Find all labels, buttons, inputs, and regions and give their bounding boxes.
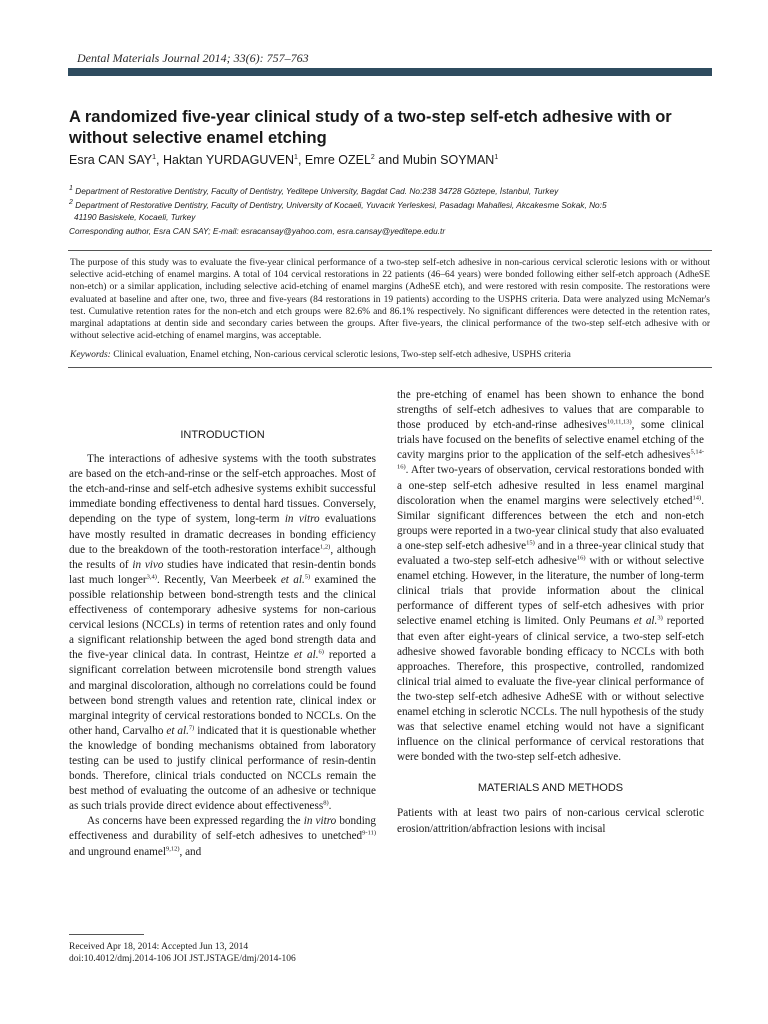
header-bar — [68, 68, 712, 76]
article-title: A randomized five-year clinical study of a two-step self-etch adhesive with or without selective enamel etching — [69, 108, 672, 147]
citation-ref: 14) — [692, 493, 702, 501]
italic-run: in vitro — [284, 513, 320, 526]
text-run: . Similar significant differences between the etch and non-etch groups were reported in a two-year clinical study that also evaluated a one-step self-etch adhesive — [397, 494, 704, 552]
citation-ref: 6) — [318, 648, 324, 656]
citation-ref: 1,2) — [320, 542, 331, 550]
italic-run: et al. — [280, 573, 305, 586]
keywords-text: Clinical evaluation, Enamel etching, Non-carious cervical sclerotic lesions, Two-step self-etch adhesive, USPHS criteria — [113, 350, 571, 360]
intro-paragraph-3 — [397, 388, 704, 765]
text-run: Patients with at least two pairs of non-carious cervical sclerotic erosion/attrition/abfraction lesions with incisal — [397, 807, 704, 835]
left-column — [69, 388, 376, 860]
text-run: As concerns have been expressed regarding the — [87, 815, 304, 828]
text-run: The interactions of adhesive systems with the tooth substrates are based on the etch-and-rinse or the self-etch approaches. Most of the etch-and-rinse and self-etch adhesive systems exhibit successful immediate bonding effectiveness to dental hard tissues. Conversely, depending on the type of system, long-term — [69, 453, 376, 526]
author-affiliation-mark: 1 — [294, 153, 298, 161]
intro-paragraph-1 — [69, 452, 376, 814]
citation-ref: 8) — [323, 799, 329, 807]
italic-run: et al. — [166, 724, 189, 737]
text-run: . Recently, Van Meerbeek — [156, 573, 281, 586]
citation-ref: 15) — [526, 539, 535, 547]
text-run: reported that even after eight-years of clinical service, a two-step self-etch adhesive showed favorable bonding efficacy to NCCLs with both approaches. Therefore, this prospective, controlled, randomized clinical trial aimed to evaluate the five-year clinical performance of the two-step self-etch adhesive AdheSE with or without selective enamel etching in sclerotic NCCLs. The null hypothesis of the study was that selective enamel etching would not have a significant influence on the clinical performance of cervical restorations that were bonded with the two-step self-etch adhesive. — [397, 615, 704, 764]
text-run: indicated that it is questionable whether the knowledge of bonding mechanisms obtained from laboratory testing can be used to justify clinical performance of resin-dentin bonds. Therefore, clinical trials conducted on NCCLs remain the best method of evaluating the outcome of an adhesive or technique as such trials provide direct evidence about effectiveness — [69, 724, 376, 813]
methods-paragraph-1 — [397, 806, 704, 836]
text-run: and unground enamel — [69, 845, 166, 858]
text-run: reported a significant correlation between microtensile bond strength values and marginal discoloration, although no correlations could be found between bond strength values and retention rate, clinical index or marginal integrity of cervical restorations bonded to NCCLs. On the other hand, Carvalho — [69, 649, 376, 737]
italic-run: et al. — [294, 649, 319, 662]
author-list: Esra CAN SAY$^1$, Haktan YURDAGUVEN$^1$, Emre OZEL$^2$ and Mubin SOYMAN$^1$ — [69, 153, 499, 167]
intro-paragraph-2 — [69, 814, 376, 859]
keywords-label: Keywords: — [70, 350, 111, 360]
citation-ref: 7) — [188, 724, 195, 732]
italic-run: et al. — [633, 615, 658, 628]
citation-ref: 10,11,13) — [606, 418, 632, 426]
citation-ref: 3) — [657, 614, 663, 622]
citation-ref: 9-11) — [362, 829, 376, 837]
citation-ref: 16) — [576, 554, 586, 562]
doi: doi:10.4012/dmj.2014-106 JOI JST.JSTAGE/dmj/2014-106 — [69, 954, 296, 964]
text-run: and in a three-year clinical study that evaluated a two-step self-etch adhesive — [397, 539, 704, 568]
italic-run: in vivo — [132, 558, 164, 571]
received-dates: Received Apr 18, 2014: Accepted Jun 13, 2014 — [69, 942, 249, 952]
citation-ref: 3,4) — [146, 573, 157, 581]
italic-run: in vitro — [303, 815, 337, 828]
text-run: , and — [179, 845, 202, 858]
text-run: bonding effectiveness and durability of self-etch adhesives to unetched — [69, 815, 376, 843]
footnote-rule — [69, 934, 144, 935]
corresponding-author: Corresponding author, Esra CAN SAY; E-mail: esracansay@yahoo.com, esra.cansay@yeditepe.edu.tr — [69, 226, 446, 236]
text-run: evaluations have mostly resulted in dramatic decreases in bonding efficiency due to the breakdown of the tooth-restoration interface — [69, 513, 377, 556]
text-run: . — [328, 800, 332, 813]
abstract-text: The purpose of this study was to evaluate the five-year clinical performance of a two-step self-etch adhesive in non-carious cervical sclerotic lesions with or without selective acid-etching of enamel margins. A total of 104 cervical restorations in 22 patients (46–64 years) were bonded following either self-etch approach (AdheSE non-etch) or a similar application, including selective acid-etching of enamel margins (AdheSE etch), and were restored with resin composite. The restorations were evaluated at baseline and after one, two, three and five-years (84 restorations in 19 patients) according to the USPHS criteria. Data were analyzed using McNemar's test. Cumulative retention rates for the non-etch and etch groups were 82.6% and 86.1% respectively. No significant differences were detected in the retention rates, marginal adaptations at dentin side and secondary caries between the groups. After five-years, the clinical performance of the two-step self-etch adhesive with or without selective acid-etching of enamel margins, was acceptable. — [70, 258, 710, 342]
author-name: Mubin SOYMAN — [402, 153, 495, 167]
author-affiliation-mark: 1 — [152, 153, 157, 161]
author-affiliation-mark: 2 — [370, 153, 375, 161]
author-affiliation-mark: 1 — [494, 153, 499, 161]
author-name: Haktan YURDAGUVEN — [162, 153, 295, 167]
text-run: , although the results of — [69, 543, 377, 571]
author-name: Emre OZEL — [304, 153, 371, 167]
citation-ref: 9,12) — [165, 844, 180, 852]
text-run: examined the possible relationship between bond-strength tests and the clinical effectiveness of contemporary adhesive systems for non-carious cervical lesions (NCCLs) in terms of retention rates and only found a significant relationship between the aged bond strength data and the five-year clinical data. In contrast, Heintze — [69, 573, 377, 662]
text-run: studies have indicated that resin-dentin bonds last much longer — [69, 558, 376, 586]
affiliation-2: $^2$ Department of Restorative Dentistry, Faculty of Dentistry, University of Kocaeli, Yuvacık Yerleskesi, Pasadagı Mahallesi, Akcakesme Sokak, No:5 — [69, 199, 607, 210]
text-run: with or without selective enamel etching. However, in the literature, the number of long-term clinical trials that provide information about the clinical performance of different types of self-etch adhesives with prior selective enamel etching is limited. Only Peumans — [397, 555, 704, 628]
citation-ref: 5,14-16) — [397, 448, 704, 471]
affiliation-1: $^1$ Department of Restorative Dentistry, Faculty of Dentistry, Yeditepe University, Bagdat Cad. No:238 34728 Göztepe, İstanbul, Turkey — [69, 185, 559, 196]
text-run: , some clinical trials have focused on the benefits of selective enamel etching of the cavity margins prior to the application of the self-etch adhesives — [397, 419, 704, 462]
right-column — [397, 388, 704, 837]
text-run: the pre-etching of enamel has been shown to enhance the bond strengths of self-etch adhesives to values that are comparable to those produced by etch-and-rinse adhesives — [397, 389, 704, 432]
citation-ref: 5) — [304, 573, 311, 581]
affiliation-2-continued: 41190 Basiskele, Kocaeli, Turkey — [74, 212, 196, 222]
text-run: . After two-years of observation, cervical restorations bonded with a one-step self-etch adhesive resulted in less enamel marginal discoloration when the enamel margins were selectively etched — [397, 464, 704, 507]
section-heading-methods: MATERIALS AND METHODS — [477, 782, 624, 795]
keywords — [70, 349, 710, 361]
journal-citation: Dental Materials Journal 2014; 33(6): 757–763 — [77, 51, 309, 65]
section-heading-introduction: INTRODUCTION — [180, 429, 265, 441]
author-name: Esra CAN SAY — [69, 153, 153, 167]
